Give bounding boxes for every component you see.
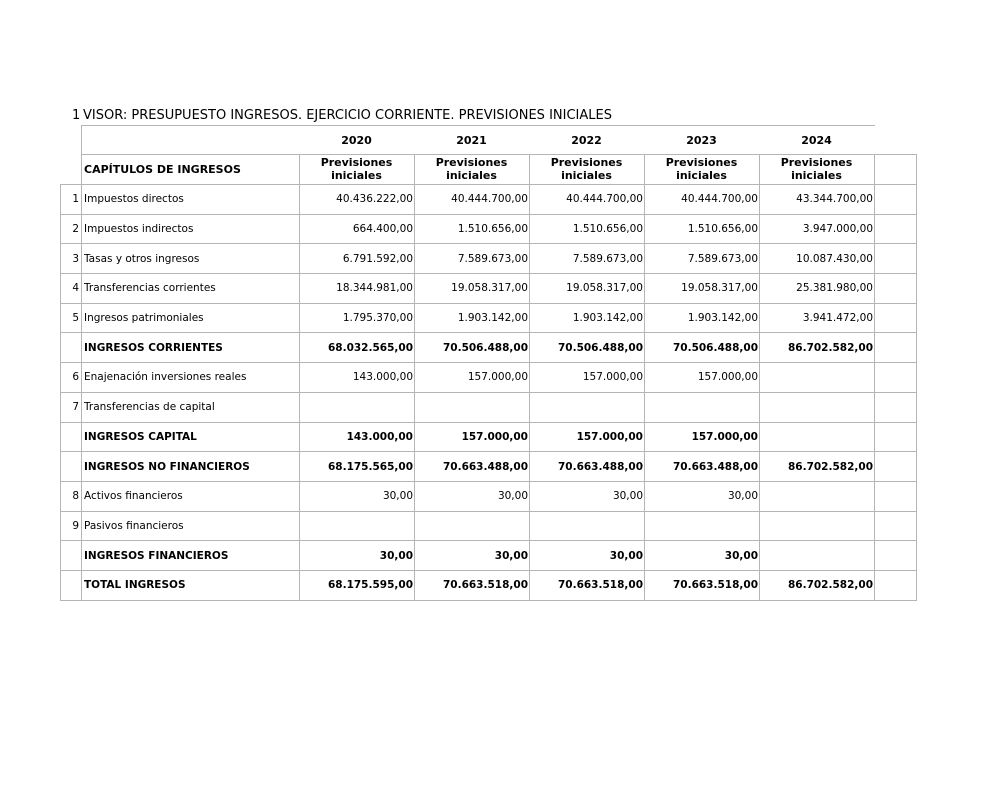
value-cell-2023 bbox=[645, 511, 760, 541]
year-header-row bbox=[61, 126, 917, 155]
value-cell-2022: 70.506.488,00 bbox=[530, 333, 645, 363]
table-row bbox=[61, 303, 917, 333]
table-row bbox=[61, 570, 917, 600]
value-cell-2020: 30,00 bbox=[300, 541, 415, 571]
year-2023: 2023 bbox=[645, 126, 760, 155]
value-cell-2023: 19.058.317,00 bbox=[645, 274, 760, 304]
row-number: 7 bbox=[61, 392, 82, 422]
value-cell-2024 bbox=[760, 363, 875, 393]
row-label: INGRESOS CORRIENTES bbox=[82, 333, 300, 363]
column-header-row bbox=[61, 155, 917, 185]
row-number: 3 bbox=[61, 244, 82, 274]
value-cell-2020: 68.032.565,00 bbox=[300, 333, 415, 363]
value-cell-2021: 40.444.700,00 bbox=[415, 185, 530, 215]
row-label: Tasas y otros ingresos bbox=[82, 244, 300, 274]
value-cell-2022: 30,00 bbox=[530, 481, 645, 511]
row-number: 6 bbox=[61, 363, 82, 393]
table-row bbox=[61, 214, 917, 244]
value-cell-2020: 6.791.592,00 bbox=[300, 244, 415, 274]
table-row bbox=[61, 333, 917, 363]
table-row bbox=[61, 244, 917, 274]
value-cell-2020: 664.400,00 bbox=[300, 214, 415, 244]
row-label: Enajenación inversiones reales bbox=[82, 363, 300, 393]
value-cell-2024: 25.381.980,00 bbox=[760, 274, 875, 304]
row-number bbox=[61, 422, 82, 452]
value-cell-2021: 30,00 bbox=[415, 481, 530, 511]
row-number: 4 bbox=[61, 274, 82, 304]
row-label: Transferencias corrientes bbox=[82, 274, 300, 304]
previsiones-header: Previsiones iniciales bbox=[300, 155, 415, 185]
table-row bbox=[61, 481, 917, 511]
row-label: INGRESOS FINANCIEROS bbox=[82, 541, 300, 571]
value-cell-2023: 40.444.700,00 bbox=[645, 185, 760, 215]
value-cell-2021: 19.058.317,00 bbox=[415, 274, 530, 304]
value-cell-2022: 70.663.518,00 bbox=[530, 570, 645, 600]
value-cell-2020: 40.436.222,00 bbox=[300, 185, 415, 215]
row-label: INGRESOS CAPITAL bbox=[82, 422, 300, 452]
value-cell-2022: 70.663.488,00 bbox=[530, 452, 645, 482]
row-number bbox=[61, 333, 82, 363]
value-cell-2024 bbox=[760, 481, 875, 511]
previsiones-header: Previsiones iniciales bbox=[530, 155, 645, 185]
value-cell-2024: 3.941.472,00 bbox=[760, 303, 875, 333]
value-cell-2020 bbox=[300, 511, 415, 541]
capitulos-header: CAPÍTULOS DE INGRESOS bbox=[82, 155, 300, 185]
value-cell-2022: 157.000,00 bbox=[530, 363, 645, 393]
value-cell-2024: 10.087.430,00 bbox=[760, 244, 875, 274]
corner-cell bbox=[61, 126, 82, 155]
value-cell-2021: 70.663.518,00 bbox=[415, 570, 530, 600]
row-number bbox=[61, 452, 82, 482]
value-cell-2022: 30,00 bbox=[530, 541, 645, 571]
value-cell-2023: 157.000,00 bbox=[645, 422, 760, 452]
value-cell-2023: 1.903.142,00 bbox=[645, 303, 760, 333]
value-cell-2021: 157.000,00 bbox=[415, 363, 530, 393]
value-cell-2020: 18.344.981,00 bbox=[300, 274, 415, 304]
value-cell-2020 bbox=[300, 392, 415, 422]
value-cell-2020: 143.000,00 bbox=[300, 363, 415, 393]
value-cell-2022: 157.000,00 bbox=[530, 422, 645, 452]
row-number: 9 bbox=[61, 511, 82, 541]
row-label: INGRESOS NO FINANCIEROS bbox=[82, 452, 300, 482]
value-cell-2023: 70.506.488,00 bbox=[645, 333, 760, 363]
year-2020: 2020 bbox=[300, 126, 415, 155]
value-cell-2022: 1.903.142,00 bbox=[530, 303, 645, 333]
row-label: Transferencias de capital bbox=[82, 392, 300, 422]
previsiones-header: Previsiones iniciales bbox=[645, 155, 760, 185]
value-cell-2020: 30,00 bbox=[300, 481, 415, 511]
row-label: Ingresos patrimoniales bbox=[82, 303, 300, 333]
value-cell-2020: 68.175.565,00 bbox=[300, 452, 415, 482]
value-cell-2023 bbox=[645, 392, 760, 422]
value-cell-2022 bbox=[530, 392, 645, 422]
value-cell-2024 bbox=[760, 422, 875, 452]
table-row bbox=[61, 511, 917, 541]
value-cell-2021: 70.663.488,00 bbox=[415, 452, 530, 482]
value-cell-2021 bbox=[415, 511, 530, 541]
year-2024: 2024 bbox=[760, 126, 875, 155]
value-cell-2024: 86.702.582,00 bbox=[760, 452, 875, 482]
value-cell-2022: 1.510.656,00 bbox=[530, 214, 645, 244]
row-number: 1 bbox=[61, 185, 82, 215]
value-cell-2021: 30,00 bbox=[415, 541, 530, 571]
row-number: 8 bbox=[61, 481, 82, 511]
row-label: Impuestos indirectos bbox=[82, 214, 300, 244]
value-cell-2020: 1.795.370,00 bbox=[300, 303, 415, 333]
table-row bbox=[61, 541, 917, 571]
value-cell-2024: 86.702.582,00 bbox=[760, 570, 875, 600]
row-label: TOTAL INGRESOS bbox=[82, 570, 300, 600]
value-cell-2021: 1.510.656,00 bbox=[415, 214, 530, 244]
table-row bbox=[61, 363, 917, 393]
previsiones-header: Previsiones iniciales bbox=[415, 155, 530, 185]
row-label: Impuestos directos bbox=[82, 185, 300, 215]
value-cell-2024 bbox=[760, 392, 875, 422]
budget-table bbox=[60, 125, 917, 601]
value-cell-2023: 70.663.488,00 bbox=[645, 452, 760, 482]
value-cell-2024: 43.344.700,00 bbox=[760, 185, 875, 215]
value-cell-2024: 86.702.582,00 bbox=[760, 333, 875, 363]
table-row bbox=[61, 452, 917, 482]
value-cell-2023: 70.663.518,00 bbox=[645, 570, 760, 600]
value-cell-2021: 1.903.142,00 bbox=[415, 303, 530, 333]
sheet-title: VISOR: PRESUPUESTO INGRESOS. EJERCICIO CORRIENTE. PREVISIONES INICIALES bbox=[83, 108, 612, 123]
row-label: Pasivos financieros bbox=[82, 511, 300, 541]
value-cell-2024 bbox=[760, 511, 875, 541]
row-number: 2 bbox=[61, 214, 82, 244]
row-number bbox=[61, 570, 82, 600]
value-cell-2021: 70.506.488,00 bbox=[415, 333, 530, 363]
value-cell-2021: 157.000,00 bbox=[415, 422, 530, 452]
table-row bbox=[61, 274, 917, 304]
table-row bbox=[61, 392, 917, 422]
year-2022: 2022 bbox=[530, 126, 645, 155]
table-row bbox=[61, 422, 917, 452]
value-cell-2024 bbox=[760, 541, 875, 571]
previsiones-header: Previsiones iniciales bbox=[760, 155, 875, 185]
value-cell-2023: 30,00 bbox=[645, 481, 760, 511]
value-cell-2020: 143.000,00 bbox=[300, 422, 415, 452]
year-2021: 2021 bbox=[415, 126, 530, 155]
value-cell-2022 bbox=[530, 511, 645, 541]
row-label: Activos financieros bbox=[82, 481, 300, 511]
value-cell-2023: 1.510.656,00 bbox=[645, 214, 760, 244]
value-cell-2024: 3.947.000,00 bbox=[760, 214, 875, 244]
value-cell-2021: 7.589.673,00 bbox=[415, 244, 530, 274]
value-cell-2022: 19.058.317,00 bbox=[530, 274, 645, 304]
sheet-title-number: 1 bbox=[72, 108, 81, 123]
value-cell-2022: 40.444.700,00 bbox=[530, 185, 645, 215]
year-label-cell bbox=[82, 126, 300, 155]
row-number bbox=[61, 541, 82, 571]
value-cell-2023: 7.589.673,00 bbox=[645, 244, 760, 274]
table-row bbox=[61, 185, 917, 215]
value-cell-2023: 157.000,00 bbox=[645, 363, 760, 393]
row-number: 5 bbox=[61, 303, 82, 333]
value-cell-2021 bbox=[415, 392, 530, 422]
value-cell-2020: 68.175.595,00 bbox=[300, 570, 415, 600]
value-cell-2023: 30,00 bbox=[645, 541, 760, 571]
value-cell-2022: 7.589.673,00 bbox=[530, 244, 645, 274]
